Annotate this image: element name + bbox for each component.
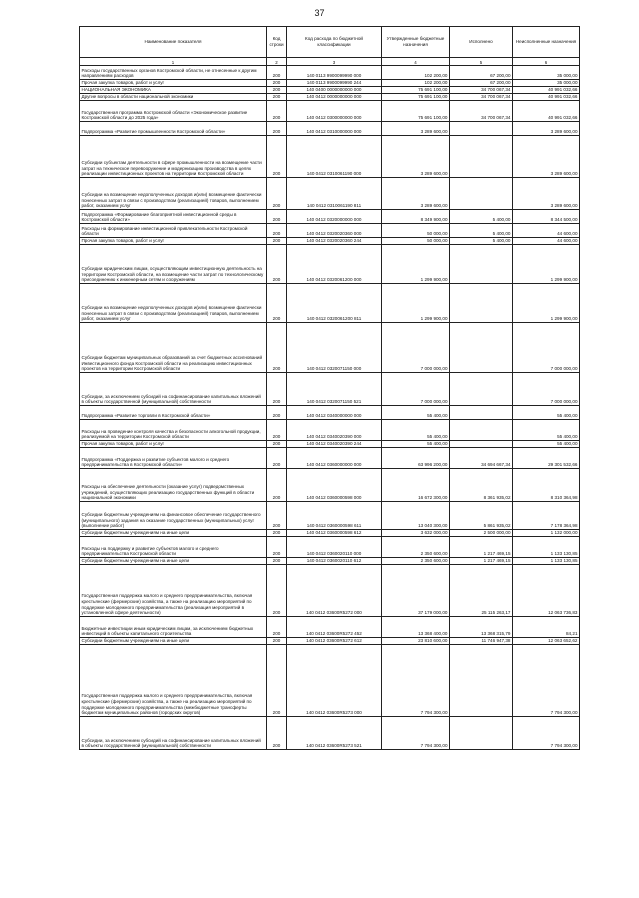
row-name: Подпрограмма «Развитие торговли в Костромской области» [80,406,267,420]
row-name: Прочая закупка товаров, работ и услуг [80,238,267,245]
row-name: Прочая закупка товаров, работ и услуг [80,441,267,448]
row-line-code: 200 [267,245,287,284]
row-line-code: 200 [267,469,287,502]
row-executed [450,323,513,373]
row-approved: 63 996 200,00 [382,448,450,469]
row-line-code: 200 [267,373,287,406]
row-budget-code: 140 0412 0320020360 244 [287,238,382,245]
row-approved: 13 368 400,00 [382,617,450,638]
row-remaining: 40 991 032,66 [513,87,580,94]
row-budget-code: 140 0412 0310061190 811 [287,178,382,210]
table-row [80,373,580,406]
row-approved: 2 350 600,00 [382,558,450,565]
row-approved: 55 400,00 [382,420,450,441]
row-executed: 2 500 000,00 [450,530,513,537]
row-name: Бюджетные инвестиции иным юридическим лицам, за исключением бюджетных инвестиций в объекты капитального строительства [80,617,267,638]
row-executed: 13 368 315,79 [450,617,513,638]
row-approved: 16 672 300,00 [382,469,450,502]
row-budget-code: 140 0412 0310000000 000 [287,122,382,136]
column-number: 1 [80,58,267,66]
row-line-code: 200 [267,530,287,537]
row-name: Субсидии юридическим лицам, осуществляющим инвестиционную деятельность на территории Костромской области, на возмещение части затрат по технологическому присоединению к инженерным сетям и сооружениям [80,245,267,284]
row-remaining: 55 400,00 [513,420,580,441]
row-remaining: 3 289 600,00 [513,178,580,210]
table-row [80,224,580,238]
table-row [80,66,580,80]
row-approved: 75 691 100,00 [382,101,450,122]
row-name: Подпрограмма «Поддержка и развитие субъектов малого и среднего предпринимательства в Костромской области» [80,448,267,469]
row-approved: 102 200,00 [382,66,450,80]
row-remaining: 44 600,00 [513,224,580,238]
row-name: Расходы на проведение контроля качества и безопасности алкогольной продукции, реализуемой на территории Костромской области [80,420,267,441]
row-executed [450,373,513,406]
column-number: 4 [382,58,450,66]
row-executed: 67 200,00 [450,66,513,80]
row-budget-code: 140 0412 0320071150 521 [287,373,382,406]
row-approved: 1 299 900,00 [382,284,450,323]
row-line-code: 200 [267,66,287,80]
row-line-code: 200 [267,717,287,750]
table-row [80,245,580,284]
row-budget-code: 140 0412 03600R5272 000 [287,565,382,617]
row-executed [450,420,513,441]
row-line-code: 200 [267,645,287,717]
row-budget-code: 140 0412 0360000598 000 [287,469,382,502]
row-line-code: 200 [267,420,287,441]
row-line-code: 200 [267,94,287,101]
row-line-code: 200 [267,441,287,448]
row-executed [450,645,513,717]
row-line-code: 200 [267,448,287,469]
row-remaining: 12 063 736,83 [513,565,580,617]
row-executed: 1 217 469,15 [450,537,513,558]
row-approved: 75 691 100,00 [382,94,450,101]
row-executed: 67 200,00 [450,80,513,87]
row-remaining: 40 991 032,66 [513,94,580,101]
row-budget-code: 140 0412 0320071150 000 [287,323,382,373]
row-remaining: 7 000 000,00 [513,373,580,406]
row-budget-code: 140 0412 0360000598 611 [287,502,382,530]
row-executed: 5 400,00 [450,210,513,224]
row-remaining: 29 301 532,66 [513,448,580,469]
row-executed: 34 700 067,34 [450,101,513,122]
row-remaining: 7 794 300,00 [513,645,580,717]
row-line-code: 200 [267,224,287,238]
column-number: 6 [513,58,580,66]
row-name: Прочая закупка товаров, работ и услуг [80,80,267,87]
row-approved: 7 000 000,00 [382,373,450,406]
row-name: Субсидии на возмещение недополученных доходов и(или) возмещение фактически понесенных затрат в связи с производством (реализацией) товаров, выполнением работ, оказанием услуг [80,284,267,323]
row-budget-code: 140 0412 0320061200 000 [287,245,382,284]
budget-execution-table [79,26,580,750]
row-approved: 50 000,00 [382,238,450,245]
table-row [80,94,580,101]
row-executed: 5 400,00 [450,224,513,238]
row-approved: 7 000 000,00 [382,323,450,373]
row-approved: 50 000,00 [382,224,450,238]
table-body [80,66,580,750]
table-row [80,638,580,645]
row-name: Субсидии, за исключением субсидий на софинансирование капитальных вложений в объекты государственной (муниципальной) собственности [80,717,267,750]
row-approved: 3 289 600,00 [382,178,450,210]
table-row [80,502,580,530]
row-remaining: 40 991 032,66 [513,101,580,122]
table-row [80,565,580,617]
table-row [80,101,580,122]
table-row [80,87,580,94]
row-remaining: 1 132 000,00 [513,530,580,537]
row-budget-code: 140 0412 0000000000 000 [287,94,382,101]
row-line-code: 200 [267,87,287,94]
row-name: Подпрограмма «Развитие промышленности Костромской области» [80,122,267,136]
row-line-code: 200 [267,558,287,565]
row-approved: 1 299 900,00 [382,245,450,284]
row-remaining: 8 310 364,98 [513,469,580,502]
row-approved: 7 794 300,00 [382,717,450,750]
table-row [80,122,580,136]
row-line-code: 200 [267,502,287,530]
row-name: Подпрограмма «Формирование благоприятной инвестиционной среды в Костромской области» [80,210,267,224]
table-row [80,284,580,323]
row-approved: 23 810 600,00 [382,638,450,645]
table-row [80,530,580,537]
row-name: Субсидии на возмещение недополученных доходов и(или) возмещение фактически понесенных затрат в связи с производством (реализацией) товаров, выполнением работ, оказанием услуг [80,178,267,210]
row-line-code: 200 [267,136,287,178]
row-budget-code: 140 0412 0300000000 000 [287,101,382,122]
table-row [80,441,580,448]
row-executed: 1 217 469,15 [450,558,513,565]
row-line-code: 200 [267,122,287,136]
row-approved: 7 794 300,00 [382,645,450,717]
row-executed [450,284,513,323]
row-approved: 55 400,00 [382,441,450,448]
row-budget-code: 140 0412 03600R5273 000 [287,645,382,717]
row-name: Расходы на поддержку и развитие субъектов малого и среднего предпринимательства Костромской области [80,537,267,558]
row-line-code: 200 [267,537,287,558]
row-remaining: 3 289 600,00 [513,136,580,178]
row-name: Расходы на обеспечение деятельности (оказание услуг) подведомственных учреждений, осуществляющих реализацию государственных функций в области национальной экономики [80,469,267,502]
row-budget-code: 140 0412 0340020390 000 [287,420,382,441]
row-budget-code: 140 0412 0360000598 612 [287,530,382,537]
row-remaining: 1 133 130,85 [513,537,580,558]
row-name: Государственная программа Костромской области «Экономическое развитие Костромской области до 2025 года» [80,101,267,122]
table-row [80,210,580,224]
column-number: 3 [287,58,382,66]
row-executed: 25 115 263,17 [450,565,513,617]
row-budget-code: 140 0412 03600R5272 612 [287,638,382,645]
row-name: Субсидии бюджетным учреждениям на иные цели [80,530,267,537]
row-line-code: 200 [267,617,287,638]
row-budget-code: 140 0412 0310061190 000 [287,136,382,178]
table-row [80,420,580,441]
row-budget-code: 140 0113 9900099990 000 [287,66,382,80]
row-name: НАЦИОНАЛЬНАЯ ЭКОНОМИКА [80,87,267,94]
row-executed: 34 694 667,34 [450,448,513,469]
table-row [80,717,580,750]
table-row [80,469,580,502]
row-budget-code: 140 0400 0000000000 000 [287,87,382,94]
row-executed: 34 700 067,34 [450,94,513,101]
row-name: Субсидии субъектам деятельности в сфере промышленности на возмещение части затрат на техническое перевооружение и модернизацию производства в целях реализации инвестиционных проектов на территории Костромской области [80,136,267,178]
row-executed [450,245,513,284]
row-approved: 2 350 600,00 [382,537,450,558]
header-executed: Исполнено [450,27,513,58]
table-row [80,136,580,178]
row-name: Расходы государственных органов Костромской области, не отнесенные к другим направлениям расходов [80,66,267,80]
table-row [80,323,580,373]
row-approved: 37 179 000,00 [382,565,450,617]
row-approved: 13 040 300,00 [382,502,450,530]
row-name: Субсидии бюджетам муниципальных образований за счет бюджетных ассигнований Инвестиционного фонда Костромской области на реализацию инвестиционных проектов на территории Костромской области [80,323,267,373]
row-executed [450,122,513,136]
row-approved: 3 289 600,00 [382,122,450,136]
row-line-code: 200 [267,323,287,373]
table-row [80,558,580,565]
row-remaining: 1 133 130,85 [513,558,580,565]
row-remaining: 8 344 500,00 [513,210,580,224]
row-line-code: 200 [267,178,287,210]
row-remaining: 55 400,00 [513,441,580,448]
row-remaining: 1 299 900,00 [513,245,580,284]
row-remaining: 1 299 900,00 [513,284,580,323]
table-row [80,617,580,638]
row-budget-code: 140 0412 0320061200 811 [287,284,382,323]
row-remaining: 35 000,00 [513,66,580,80]
row-budget-code: 140 0412 03600R5272 452 [287,617,382,638]
row-line-code: 200 [267,80,287,87]
table-row [80,448,580,469]
row-remaining: 44 600,00 [513,238,580,245]
table-row [80,537,580,558]
row-name: Субсидии, за исключением субсидий на софинансирование капитальных вложений в объекты государственной (муниципальной) собственности [80,373,267,406]
row-remaining: 84,21 [513,617,580,638]
row-name: Другие вопросы в области национальной экономики [80,94,267,101]
row-approved: 102 200,00 [382,80,450,87]
table-row [80,406,580,420]
row-approved: 8 349 900,00 [382,210,450,224]
row-budget-code: 140 0412 0340020390 244 [287,441,382,448]
row-approved: 75 691 100,00 [382,87,450,94]
row-name: Расходы на формирование инвестиционной привлекательности Костромской области [80,224,267,238]
row-name: Государственная поддержка малого и среднего предпринимательства, включая крестьянские (фермерские) хозяйства, а также на реализацию мероприятий по поддержке молодежного предпринимательства (реализация мероприятий в установленной сфере деятельности) [80,565,267,617]
row-name: Субсидии бюджетным учреждениям на финансовое обеспечение государственного (муниципального) задания на оказание государственных (муниципальных) услуг (выполнение работ) [80,502,267,530]
table-header-row [80,27,580,58]
row-executed [450,136,513,178]
header-indicator-name: Наименование показателя [80,27,267,58]
row-name: Государственная поддержка малого и среднего предпринимательства, включая крестьянские (фермерские) хозяйства, а также на реализацию мероприятий по поддержке молодежного предпринимательства (межбюджетные трансферты бюджетам муниципальных районов (городских округов) [80,645,267,717]
column-number-row [80,58,580,66]
row-remaining: 7 000 000,00 [513,323,580,373]
row-line-code: 200 [267,638,287,645]
row-line-code: 200 [267,210,287,224]
header-line-code: Код строки [267,27,287,58]
row-budget-code: 140 0412 0340000000 000 [287,406,382,420]
row-remaining: 35 000,00 [513,80,580,87]
row-approved: 55 400,00 [382,406,450,420]
row-remaining: 7 178 364,98 [513,502,580,530]
row-budget-code: 140 0113 9900099990 244 [287,80,382,87]
row-remaining: 12 063 652,62 [513,638,580,645]
table-row [80,178,580,210]
row-executed [450,178,513,210]
row-executed [450,717,513,750]
row-executed: 11 746 947,38 [450,638,513,645]
column-number: 2 [267,58,287,66]
row-approved: 3 289 600,00 [382,136,450,178]
table-row [80,645,580,717]
header-approved: Утвержденные бюджетные назначения [382,27,450,58]
header-remaining: Неисполненные назначения [513,27,580,58]
row-remaining: 3 289 600,00 [513,122,580,136]
row-budget-code: 140 0412 03600R5273 521 [287,717,382,750]
row-budget-code: 140 0412 0320020360 000 [287,224,382,238]
row-line-code: 200 [267,238,287,245]
row-executed: 34 700 067,34 [450,87,513,94]
row-line-code: 200 [267,284,287,323]
column-number: 5 [450,58,513,66]
row-line-code: 200 [267,101,287,122]
page-number: 37 [314,8,325,18]
row-line-code: 200 [267,406,287,420]
row-executed: 5 861 935,02 [450,502,513,530]
row-remaining: 55 400,00 [513,406,580,420]
row-executed [450,406,513,420]
row-executed: 5 400,00 [450,238,513,245]
table-row [80,238,580,245]
row-approved: 3 632 000,00 [382,530,450,537]
row-remaining: 7 794 300,00 [513,717,580,750]
table-row [80,80,580,87]
row-executed [450,441,513,448]
header-budget-code: Код расхода по бюджетной классификации [287,27,382,58]
row-budget-code: 140 0412 0360020110 612 [287,558,382,565]
row-budget-code: 140 0412 0360000000 000 [287,448,382,469]
row-budget-code: 140 0412 0320000000 000 [287,210,382,224]
row-executed: 8 361 935,02 [450,469,513,502]
row-budget-code: 140 0412 0360020110 000 [287,537,382,558]
row-name: Субсидии бюджетным учреждениям на иные цели [80,558,267,565]
row-name: Субсидии бюджетным учреждениям на иные цели [80,638,267,645]
row-line-code: 200 [267,565,287,617]
